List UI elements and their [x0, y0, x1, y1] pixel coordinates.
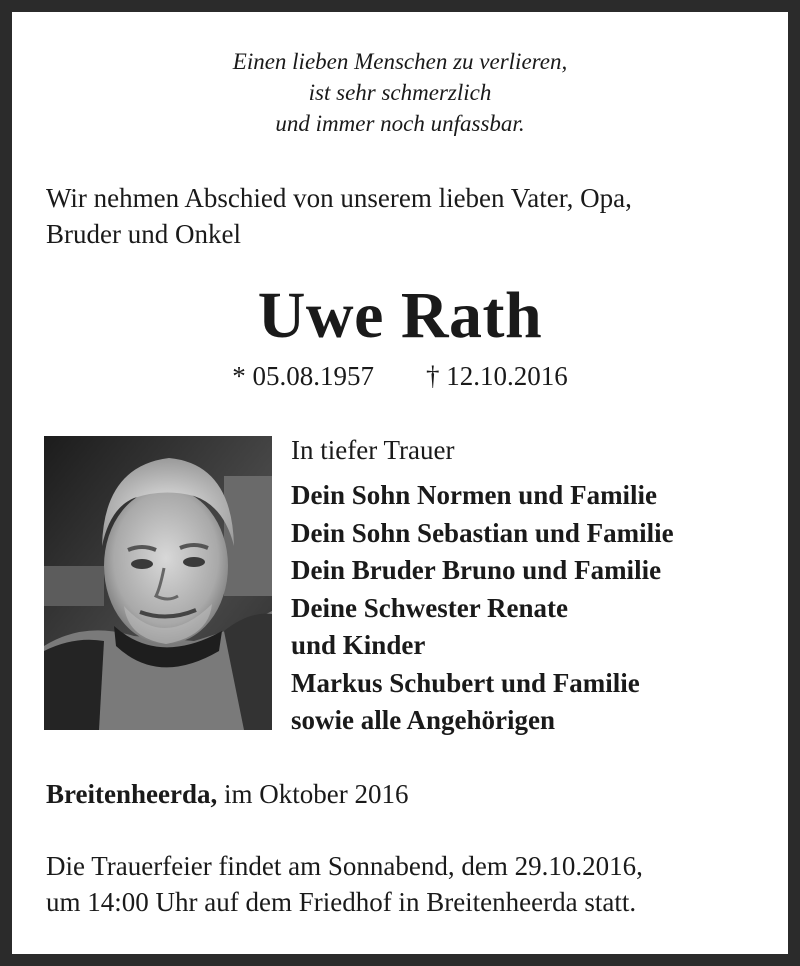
mourner-line: Dein Bruder Bruno und Familie: [291, 555, 662, 585]
life-dates: [0, 358, 800, 394]
funeral-notice: [46, 848, 766, 920]
portrait-photo: [44, 436, 272, 730]
poem: [0, 46, 800, 139]
intro-line: Bruder und Onkel: [46, 219, 241, 249]
death-date: † 12.10.2016: [426, 361, 568, 391]
mourner-line: sowie alle Angehörigen: [291, 705, 555, 735]
poem-line: und immer noch unfassbar.: [275, 111, 525, 136]
deceased-name: Uwe Rath: [257, 279, 543, 352]
poem-line: Einen lieben Menschen zu verlieren,: [232, 49, 568, 74]
funeral-line: um 14:00 Uhr auf dem Friedhof in Breitenheerda statt.: [46, 887, 637, 917]
mourner-line: Dein Sohn Sebastian und Familie: [291, 517, 674, 548]
poem-line: ist sehr schmerzlich: [308, 80, 492, 105]
place-and-date: [46, 776, 408, 812]
mourner-line: Deine Schwester Renate: [291, 592, 568, 623]
mourner-line: Dein Sohn Normen und Familie: [291, 480, 658, 510]
place-date: im Oktober 2016: [223, 779, 409, 809]
funeral-line: Die Trauerfeier findet am Sonnabend, dem 29.10.2016,: [46, 851, 643, 881]
farewell-intro: [46, 180, 766, 252]
intro-line: Wir nehmen Abschied von unserem lieben Vater, Opa,: [46, 183, 632, 213]
place-town: Breitenheerda,: [46, 779, 218, 809]
birth-date: * 05.08.1957: [232, 361, 374, 391]
mourners-list: [291, 477, 771, 740]
mourner-line: und Kinder: [291, 630, 426, 660]
mourning-heading: In tiefer Trauer: [291, 435, 455, 465]
mourner-line: Markus Schubert und Familie: [291, 667, 640, 698]
